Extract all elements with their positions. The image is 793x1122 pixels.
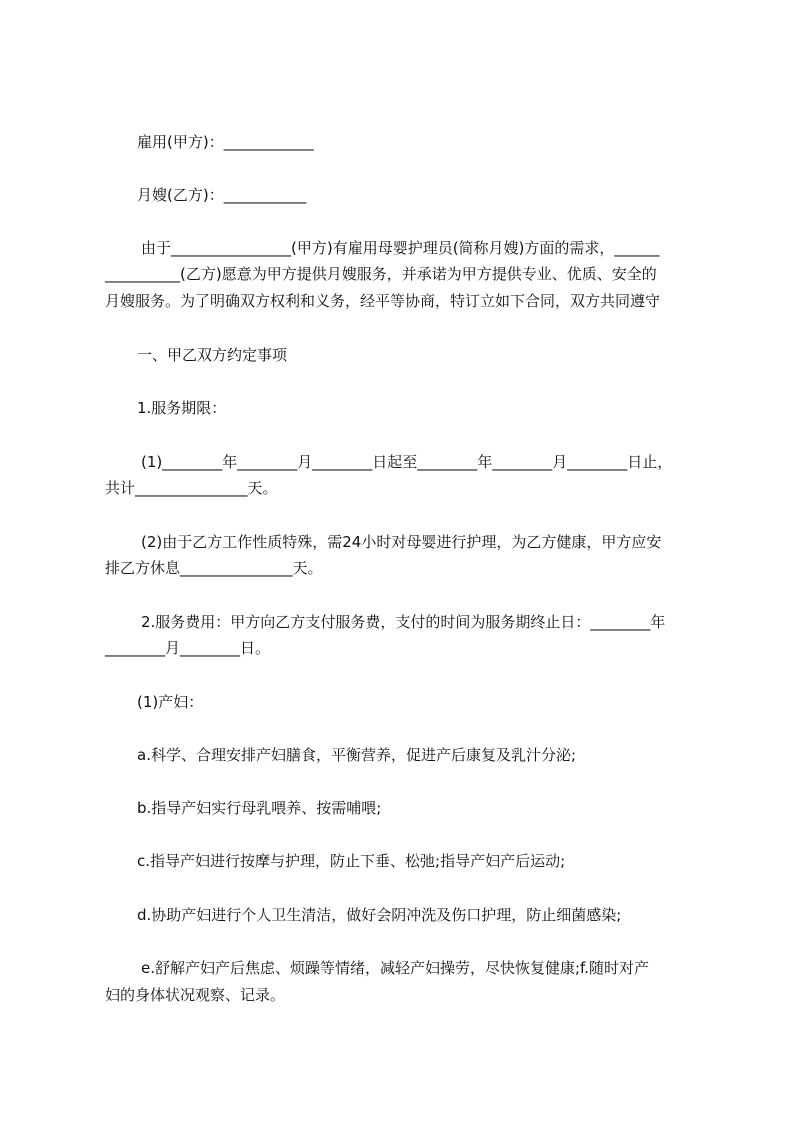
maternal-item-c: c.指导产妇进行按摩与护理，防止下垂、松弛;指导产妇产后运动;: [137, 852, 566, 870]
employer-line: 雇用(甲方)：____________: [137, 133, 314, 151]
maternal-item-d: d.协助产妇进行个人卫生清洁，做好会阴冲洗及伤口护理，防止细菌感染;: [137, 906, 622, 924]
item-1-1-line-2: 共计_______________天。: [105, 479, 278, 497]
maternal-item-b: b.指导产妇实行母乳喂养、按需哺喂;: [137, 799, 382, 817]
item-1-1-line-1: (1)________年________月________日起至________年________月________日止，: [141, 453, 673, 471]
item-2-line-2: ________月________日。: [105, 639, 271, 657]
maternal-item-ef-line-1: e.舒解产妇产后焦虑、烦躁等情绪，减轻产妇操劳，尽快恢复健康;f.随时对产: [141, 959, 650, 977]
preamble-line-3: 月嫂服务。为了明确双方权利和义务，经平等协商，特订立如下合同，双方共同遵守: [105, 292, 661, 310]
maternal-item-ef-line-2: 妇的身体状况观察、记录。: [105, 986, 286, 1004]
maternal-title: (1)产妇：: [137, 693, 204, 711]
item-1-2-line-1: (2)由于乙方工作性质特殊，需24小时对母婴进行护理，为乙方健康，甲方应安: [141, 533, 662, 551]
item-1-title: 1.服务期限：: [137, 399, 227, 417]
item-2-line-1: 2.服务费用：甲方向乙方支付服务费，支付的时间为服务期终止日：________年: [141, 613, 666, 631]
preamble-line-1: 由于________________(甲方)有雇用母婴护理员(简称月嫂)方面的需求，______: [141, 239, 660, 257]
maternal-item-a: a.科学、合理安排产妇膳食，平衡营养，促进产后康复及乳汁分泌;: [137, 746, 577, 764]
nanny-line: 月嫂(乙方)：___________: [137, 186, 307, 204]
preamble-line-2: __________(乙方)愿意为甲方提供月嫂服务，并承诺为甲方提供专业、优质、安全的: [105, 265, 657, 283]
item-1-2-line-2: 排乙方休息_______________天。: [105, 559, 323, 577]
section-1-title: 一、甲乙双方约定事项: [137, 346, 288, 364]
